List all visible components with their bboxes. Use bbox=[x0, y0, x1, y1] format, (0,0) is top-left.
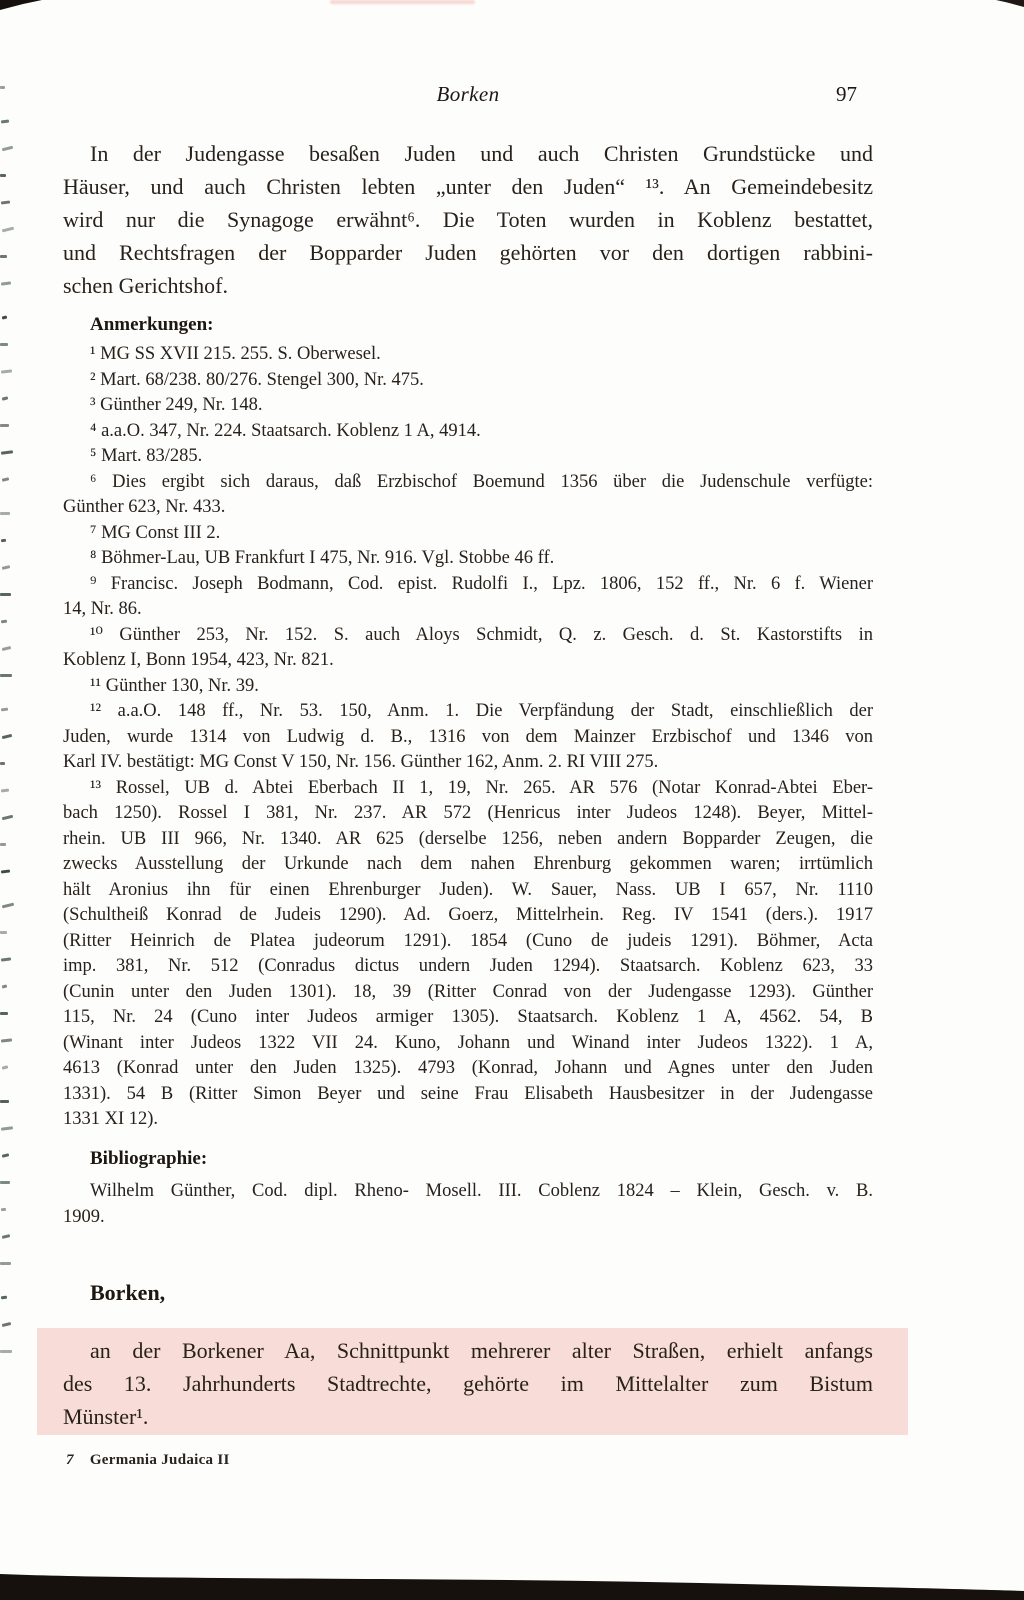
gutter-mark bbox=[2, 1234, 10, 1239]
gutter-mark bbox=[2, 146, 13, 152]
footnotes-list bbox=[63, 342, 873, 1133]
text-line: (Schultheiß Konrad de Judeis 1290). Ad. Goerz, Mittelrhein. Reg. IV 1541 (ders.). 1917 bbox=[63, 905, 873, 925]
text-line: 14, Nr. 86. bbox=[63, 599, 142, 619]
text-line: Münster¹. bbox=[63, 1404, 149, 1429]
text-line: 1909. bbox=[63, 1207, 105, 1227]
running-title: Borken bbox=[436, 82, 500, 106]
gutter-mark bbox=[0, 1012, 8, 1015]
gutter-mark bbox=[0, 1262, 11, 1265]
text-line: 1331 XI 12). bbox=[63, 1109, 159, 1129]
text-line: bach 1250). Rossel I 381, Nr. 237. AR 572 (Henricus inter Judeos 1248). Beyer, Mittel- bbox=[63, 803, 873, 823]
gutter-mark bbox=[0, 931, 7, 934]
text-line: wird nur die Synagoge erwähnt⁶. Die Toten wurden in Koblenz bestattet, bbox=[63, 207, 873, 232]
gutter-mark bbox=[0, 1100, 9, 1103]
gutter-mark bbox=[1, 1296, 7, 1300]
text-line: ¹³ Rossel, UB d. Abtei Eberbach II 1, 19, Nr. 265. AR 576 (Notar Konrad-Abtei Eber- bbox=[90, 777, 873, 798]
gutter-mark bbox=[0, 1181, 10, 1184]
text-line: In der Judengasse besaßen Juden und auch Christen Grundstücke und bbox=[90, 141, 873, 166]
gutter-mark bbox=[0, 593, 11, 596]
text-line: Juden, wurde 1314 von Ludwig d. B., 1316 von dem Mainzer Erzbischof und 1346 von bbox=[63, 726, 873, 747]
text-line: 115, Nr. 24 (Cuno inter Judeos armiger 1305). Staatsarch. Koblenz 1 A, 4562. 54, B bbox=[63, 1007, 873, 1027]
bibliography-section bbox=[63, 1146, 873, 1230]
text-line: Karl IV. bestätigt: MG Const V 150, Nr. 156. Günther 162, Anm. 2. RI VIII 275. bbox=[63, 752, 659, 772]
gutter-mark bbox=[2, 1065, 9, 1069]
gutter-mark bbox=[2, 477, 10, 482]
gutter-mark bbox=[1, 957, 11, 961]
gutter-mark bbox=[1, 1038, 12, 1042]
text-line: ¹¹ Günther 130, Nr. 39. bbox=[90, 675, 259, 696]
text-line: schen Gerichtshof. bbox=[63, 273, 228, 298]
signature-title: Germania Judaica II bbox=[89, 1452, 230, 1468]
scan-corner-mark-top-right bbox=[996, 0, 1024, 7]
gutter-mark bbox=[0, 174, 6, 177]
signature-number: 7 bbox=[66, 1452, 74, 1468]
gutter-mark bbox=[1, 369, 12, 373]
gutter-mark bbox=[0, 424, 9, 427]
scan-bar-bottom bbox=[0, 1570, 1024, 1600]
gutter-mark bbox=[1, 708, 8, 712]
signature-line bbox=[66, 1452, 230, 1469]
text-line: ¹² a.a.O. 148 ff., Nr. 53. 150, Anm. 1. Die Verpfändung der Stadt, einschließlich der bbox=[90, 701, 873, 721]
gutter-mark bbox=[0, 674, 12, 677]
text-line: an der Borkener Aa, Schnittpunkt mehrerer alter Straßen, erhielt anfangs bbox=[90, 1338, 873, 1363]
text-line: und Rechtsfragen der Bopparder Juden gehörten vor den dortigen rabbini- bbox=[63, 240, 873, 265]
entry-paragraph-highlighted bbox=[63, 1334, 873, 1433]
text-line: ⁵ Mart. 83/285. bbox=[90, 446, 203, 466]
gutter-mark bbox=[2, 984, 8, 988]
text-line: Häuser, und auch Christen lebten „unter den Juden“ ¹³. An Gemeindebesitz bbox=[63, 174, 873, 199]
text-line: Günther 623, Nr. 433. bbox=[63, 497, 226, 517]
gutter-mark bbox=[0, 762, 5, 765]
text-line: hält Aronius ihn für einen Ehrenburger Juden). W. Sauer, Nass. UB I 657, Nr. 1110 bbox=[63, 879, 873, 900]
text-line: ⁷ MG Const III 2. bbox=[90, 522, 221, 543]
gutter-mark bbox=[1, 539, 6, 543]
text-line: (Ritter Heinrich de Platea judeorum 1291). 1854 (Cuno de judeis 1291). Böhmer, Acta bbox=[63, 930, 873, 951]
footnotes-section bbox=[63, 312, 873, 1133]
text-line: ¹ MG SS XVII 215. 255. S. Oberwesel. bbox=[90, 344, 381, 364]
gutter-mark bbox=[1, 450, 13, 454]
gutter-mark bbox=[1, 620, 7, 624]
gutter-mark bbox=[2, 646, 11, 651]
text-line: 1331). 54 B (Ritter Simon Beyer und seine Frau Elisabeth Hausbesitzer in der Judengasse bbox=[63, 1083, 873, 1104]
text-line: des 13. Jahrhunderts Stadtrechte, gehörte im Mittelalter zum Bistum bbox=[63, 1371, 873, 1396]
text-line: ² Mart. 68/238. 80/276. Stengel 300, Nr. 475. bbox=[90, 369, 424, 390]
gutter-mark bbox=[2, 227, 14, 233]
gutter-mark bbox=[1, 869, 10, 873]
gutter-mark bbox=[1, 1208, 6, 1212]
gutter-mark bbox=[2, 734, 12, 739]
text-line: Wilhelm Günther, Cod. dipl. Rheno- Mosell. III. Coblenz 1824 – Klein, Gesch. v. B. bbox=[90, 1181, 873, 1201]
bibliography-text bbox=[63, 1178, 873, 1230]
text-line: 4613 (Konrad unter den Juden 1325). 4793 (Konrad, Johann und Agnes unter den Juden bbox=[63, 1058, 873, 1078]
entry-heading: Borken, bbox=[90, 1280, 166, 1305]
text-line: ⁶ Dies ergibt sich daraus, daß Erzbischof Boemund 1356 über die Judenschule verfügte: bbox=[90, 471, 873, 492]
gutter-mark bbox=[0, 1350, 12, 1353]
intro-paragraph bbox=[63, 137, 873, 302]
gutter-mark bbox=[0, 512, 10, 515]
gutter-mark bbox=[1, 789, 9, 793]
text-line: ⁹ Francisc. Joseph Bodmann, Cod. epist. Rudolfi I., Lpz. 1806, 152 ff., Nr. 6 f. Wiener bbox=[90, 573, 873, 594]
text-line: ¹⁰ Günther 253, Nr. 152. S. auch Aloys Schmidt, Q. z. Gesch. d. St. Kastorstifts in bbox=[90, 624, 873, 645]
scan-smudge-top bbox=[330, 0, 475, 4]
gutter-mark bbox=[2, 315, 8, 319]
gutter-mark bbox=[2, 396, 9, 400]
gutter-mark bbox=[2, 815, 13, 821]
gutter-mark bbox=[2, 1322, 11, 1327]
gutter-mark bbox=[0, 843, 6, 846]
text-line: ³ Günther 249, Nr. 148. bbox=[90, 395, 263, 415]
bibliography-heading: Bibliographie: bbox=[90, 1148, 208, 1169]
gutter-mark bbox=[2, 565, 10, 570]
text-line: Koblenz I, Bonn 1954, 423, Nr. 821. bbox=[63, 650, 334, 670]
footnotes-heading: Anmerkungen: bbox=[90, 314, 214, 335]
text-line: zwecks Ausstellung der Urkunde nach dem nahen Ehrenburg gekommen waren; irrtümlich bbox=[63, 854, 873, 874]
text-line: rhein. UB III 966, Nr. 1340. AR 625 (derselbe 1256, neben andern Bopparder Zeugen, die bbox=[63, 828, 873, 849]
page-number: 97 bbox=[836, 82, 857, 106]
text-line: (Cunin unter den Juden 1301). 18, 39 (Ritter Conrad von der Judengasse 1293). Günther bbox=[63, 981, 873, 1002]
gutter-mark bbox=[1, 200, 10, 204]
gutter-bleed-marks bbox=[0, 0, 16, 1600]
gutter-mark bbox=[0, 255, 7, 258]
gutter-mark bbox=[1, 1126, 13, 1130]
text-line: (Winant inter Judeos 1322 VII 24. Kuno, Johann und Winand inter Judeos 1322). 1 A, bbox=[63, 1032, 873, 1053]
gutter-mark bbox=[0, 86, 5, 89]
text-line: imp. 381, Nr. 512 (Conradus dictus undern Juden 1294). Staatsarch. Koblenz 623, 33 bbox=[63, 956, 873, 976]
gutter-mark bbox=[1, 281, 11, 285]
gutter-mark bbox=[2, 903, 14, 909]
gutter-mark bbox=[2, 1153, 10, 1158]
text-line: ⁴ a.a.O. 347, Nr. 224. Staatsarch. Koblenz 1 A, 4914. bbox=[90, 420, 481, 441]
text-line: ⁸ Böhmer-Lau, UB Frankfurt I 475, Nr. 916. Vgl. Stobbe 46 ff. bbox=[90, 548, 555, 568]
gutter-mark bbox=[1, 120, 9, 124]
gutter-mark bbox=[0, 343, 8, 346]
